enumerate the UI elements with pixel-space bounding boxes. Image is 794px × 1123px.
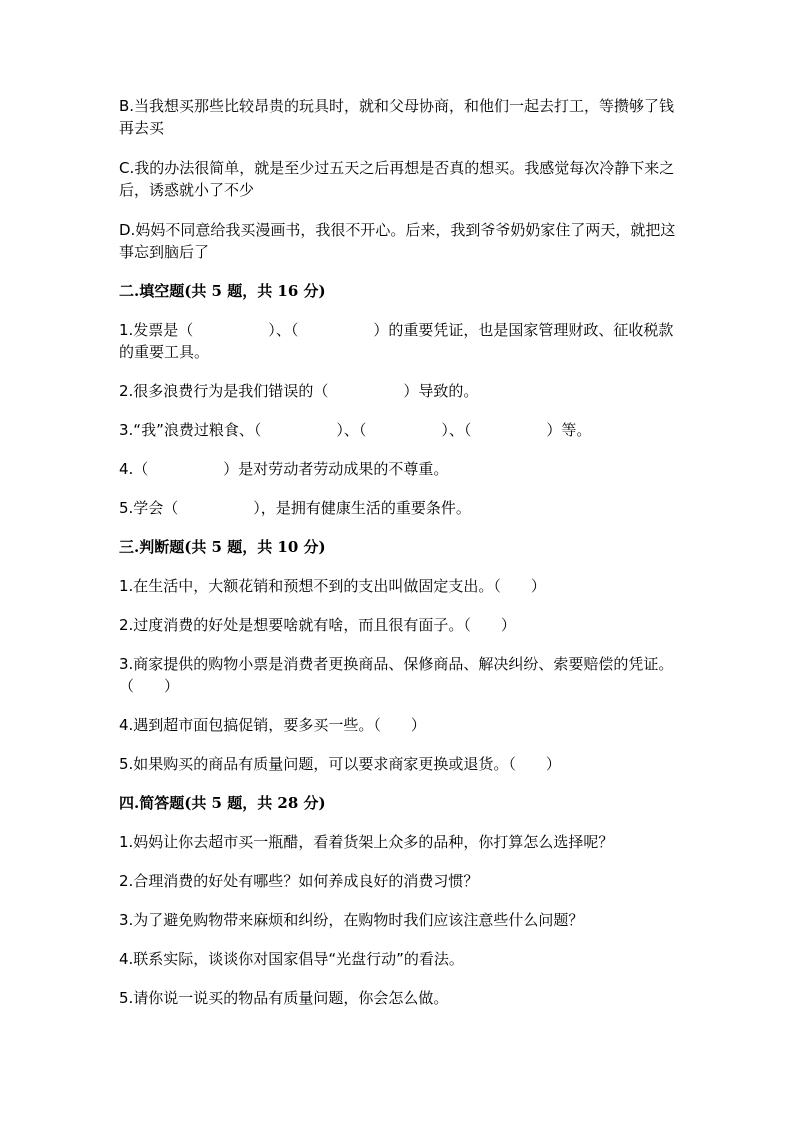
short-question-3: 3.为了避免购物带来麻烦和纠纷，在购物时我们应该注意些什么问题？ [119,911,584,929]
judge-question-1: 1.在生活中，大额花销和预想不到的支出叫做固定支出。（ ） [119,577,546,595]
section-heading-true-false: 三.判断题(共 5 题，共 10 分) [119,538,326,556]
section-heading-short-answer: 四.简答题(共 5 题，共 28 分) [119,794,326,812]
judge-question-3: 3.商家提供的购物小票是消费者更换商品、保修商品、解决纠纷、索要赔偿的凭证。（ ） [119,655,674,695]
option-c: C.我的办法很简单，就是至少过五天之后再想是否真的想买。我感觉每次冷静下来之后，诱惑就小了不少 [119,159,675,199]
short-question-4: 4.联系实际，谈谈你对国家倡导“光盘行动”的看法。 [119,950,464,968]
judge-question-5: 5.如果购买的商品有质量问题，可以要求商家更换或退货。（ ） [119,755,561,773]
section-heading-fill-in: 二.填空题(共 5 题，共 16 分) [119,282,326,300]
option-b: B.当我想买那些比较昂贵的玩具时，就和父母协商，和他们一起去打工，等攒够了钱再去买 [119,97,675,137]
short-question-1: 1.妈妈让你去超市买一瓶醋，看着货架上众多的品种，你打算怎么选择呢？ [119,833,614,851]
short-question-2: 2.合理消费的好处有哪些？如何养成良好的消费习惯？ [119,872,479,890]
judge-question-4: 4.遇到超市面包搞促销，要多买一些。（ ） [119,716,426,734]
fill-question-4: 4.（ ）是对劳动者劳动成果的不尊重。 [119,460,449,478]
short-question-5: 5.请你说一说买的物品有质量问题，你会怎么做。 [119,989,449,1007]
judge-question-2: 2.过度消费的好处是想要啥就有啥，而且很有面子。（ ） [119,616,516,634]
document-page [119,95,679,1009]
fill-question-2: 2.很多浪费行为是我们错误的（ ）导致的。 [119,382,479,400]
fill-question-1: 1.发票是（ ）、（ ）的重要凭证，也是国家管理财政、征收税款的重要工具。 [119,321,674,361]
fill-question-3: 3.“我”浪费过粮食、（ ）、（ ）、（ ）等。 [119,421,592,439]
fill-question-5: 5.学会（ ），是拥有健康生活的重要条件。 [119,499,471,517]
option-d: D.妈妈不同意给我买漫画书，我很不开心。后来，我到爷爷奶奶家住了两天，就把这事忘到脑后了 [119,221,676,261]
